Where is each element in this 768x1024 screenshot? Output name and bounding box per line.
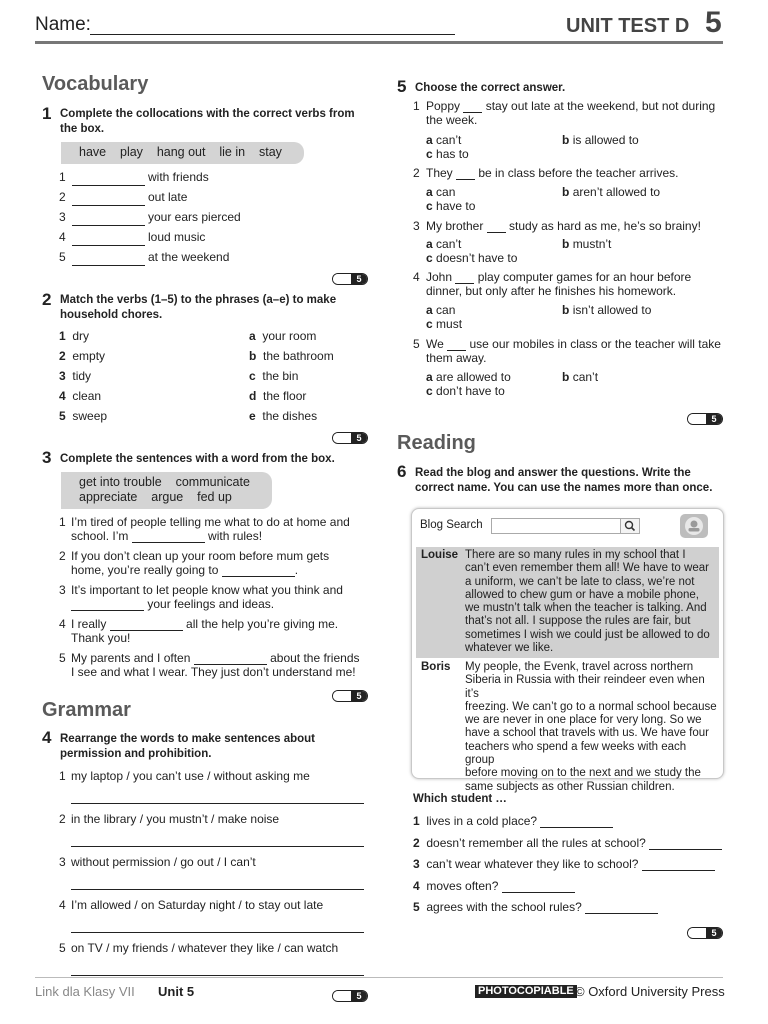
answer-line[interactable] [71, 932, 364, 933]
answer-blank[interactable] [487, 220, 506, 233]
answer-blank[interactable] [222, 563, 295, 577]
option-b[interactable]: b isn’t allowed to [562, 303, 652, 317]
search-icon [621, 519, 639, 533]
q4-number: 4 [42, 728, 52, 747]
blog-post-boris: Boris My people, the Evenk, travel across northern Siberia in Russia with their reindeer even when it’s freezing. We can’t go to a normal school because we are never in one place for very long. So we have a school that travels with us. We have four teachers who spend a few weeks with each group before moving on to the next and we study the same subjects as other Russian children. [416, 659, 719, 771]
answer-blank[interactable] [72, 211, 145, 226]
list-item: 3 It’s important to let people know what you think and your feelings and ideas. [59, 583, 343, 611]
list-item: 5 on TV / my friends / whatever they like / can watch [59, 941, 365, 984]
option-a[interactable]: a can’t [426, 133, 462, 147]
list-item: 2 in the library / you mustn’t / make noise [59, 812, 365, 855]
blog-search-label: Blog Search [420, 519, 483, 531]
publisher: © Oxford University Press [575, 984, 725, 999]
option-b[interactable]: b can’t [562, 370, 599, 384]
q4-score-box[interactable]: 5 [332, 990, 368, 1002]
list-item: 1 my laptop / you can’t use / without asking me [59, 769, 365, 812]
q5-instruction: Choose the correct answer. [415, 82, 566, 94]
list-item: e the dishes [249, 409, 318, 423]
list-item: 4 John play computer games for an hour before dinner, but only after he finishes his homework. a can b isn’t allowed to c must [413, 270, 692, 331]
vocabulary-heading: Vocabulary [42, 73, 149, 95]
option-a[interactable]: a can’t [426, 237, 462, 251]
list-item: 2 If you don’t clean up your room before mum gets home, you’re really going to . [59, 549, 330, 577]
unit-number: 5 [705, 6, 722, 39]
footer-unit: Unit 5 [158, 984, 195, 999]
list-item: 1 Poppy stay out late at the weekend, but not during the week. a can’t b is allowed to c has to [413, 99, 716, 161]
list-item: 5 sweep [59, 409, 108, 423]
list-item: c the bin [249, 369, 299, 383]
q6-number: 6 [397, 462, 407, 481]
list-item: a your room [249, 329, 317, 343]
option-a[interactable]: a can [426, 303, 456, 317]
q5-score-box[interactable]: 5 [687, 413, 723, 425]
blog-search-input[interactable] [491, 518, 621, 534]
list-item: 5 at the weekend [59, 250, 230, 264]
option-c[interactable]: c have to [426, 199, 476, 213]
option-b[interactable]: b mustn’t [562, 237, 612, 251]
list-item: 4 I really all the help you’re giving me. Thank you! [59, 617, 339, 645]
answer-line[interactable] [71, 846, 364, 847]
list-item: 3 tidy [59, 369, 92, 383]
which-student-label: Which student … [413, 793, 507, 805]
unit-test-title: UNIT TEST D [566, 15, 690, 37]
option-c[interactable]: c must [426, 317, 463, 331]
option-a[interactable]: a can [426, 185, 456, 199]
reading-heading: Reading [397, 432, 476, 454]
header-rule [35, 41, 723, 44]
list-item: 2 They be in class before the teacher arrives. a can b aren’t allowed to c have to [413, 166, 679, 213]
q6-score-box[interactable]: 5 [687, 927, 723, 939]
list-item: 5 My parents and I often about the friends I see and what I wear. They just don’t understand me! [59, 651, 360, 679]
answer-blank[interactable] [463, 100, 482, 113]
footer-course: Link dla Klasy VII [35, 984, 135, 999]
list-item: 5 agrees with the school rules? [413, 900, 723, 922]
list-item: 4 I’m allowed / on Saturday night / to stay out late [59, 898, 365, 941]
list-item: 3 My brother study as hard as me, he’s so brainy! a can’t b mustn’t c doesn’t have to [413, 219, 701, 265]
q1-instruction: Complete the collocations with the correct verbs from the box. [60, 108, 355, 135]
answer-blank[interactable] [649, 836, 722, 850]
list-item: 4 clean [59, 389, 102, 403]
q2-score-box[interactable]: 5 [332, 432, 368, 444]
answer-blank[interactable] [72, 191, 145, 206]
search-button[interactable] [620, 518, 640, 534]
list-item: b the bathroom [249, 349, 334, 363]
list-item: 3 can’t wear whatever they like to school? [413, 857, 723, 879]
option-a[interactable]: a are allowed to [426, 370, 511, 384]
answer-blank[interactable] [642, 857, 715, 871]
q3-instruction: Complete the sentences with a word from the box. [60, 453, 335, 465]
photocopiable-badge: PHOTOCOPIABLE [475, 985, 577, 998]
answer-blank[interactable] [72, 171, 145, 186]
q2-instruction: Match the verbs (1–5) to the phrases (a–e) to make household chores. [60, 294, 337, 321]
q3-items [59, 515, 369, 685]
option-c[interactable]: c don’t have to [426, 384, 505, 398]
answer-blank[interactable] [585, 900, 658, 914]
q6-instruction: Read the blog and answer the questions. Write the correct name. You can use the names more than once. [415, 467, 713, 494]
q1-score-box[interactable]: 5 [332, 273, 368, 285]
blog-post-louise: Louise There are so many rules in my school that I can’t even remember them all! We have to wear a uniform, we can’t be late to class, we’re not allowed to chew gum or have a mobile phone, we mustn’t talk when the teacher is talking. And that’s not all. I suppose the rules are fair, but sometimes I wish we could just be allowed to do whatever we like. [416, 547, 719, 658]
q3-number: 3 [42, 448, 52, 467]
option-b[interactable]: b is allowed to [562, 133, 639, 147]
q4-instruction: Rearrange the words to make sentences about permission and prohibition. [60, 733, 315, 760]
q6-items [413, 814, 723, 922]
answer-blank[interactable] [72, 231, 145, 246]
q1-items [59, 170, 359, 270]
list-item: 5 We use our mobiles in class or the teacher will take them away. a are allowed to b can’t c don’t have to [413, 337, 721, 398]
option-c[interactable]: c has to [426, 147, 469, 161]
footer-rule [35, 977, 723, 978]
blog-panel [411, 508, 724, 793]
answer-blank[interactable] [540, 814, 613, 828]
q2-phrases [249, 329, 369, 429]
list-item: 3 your ears pierced [59, 210, 241, 224]
list-item: 1 dry [59, 329, 90, 343]
option-c[interactable]: c doesn’t have to [426, 251, 518, 265]
list-item: 1 lives in a cold place? [413, 814, 723, 836]
q5-number: 5 [397, 77, 407, 96]
q1-number: 1 [42, 104, 52, 123]
list-item: 4 moves often? [413, 879, 723, 901]
answer-blank[interactable] [132, 529, 205, 543]
q2-number: 2 [42, 290, 52, 309]
list-item: 3 without permission / go out / I can’t [59, 855, 365, 898]
answer-blank[interactable] [110, 617, 183, 631]
answer-blank[interactable] [194, 651, 267, 665]
list-item: 2 doesn’t remember all the rules at school? [413, 836, 723, 858]
q3-score-box[interactable]: 5 [332, 690, 368, 702]
q2-verbs [59, 329, 199, 429]
name-label: Name: [35, 14, 91, 35]
answer-blank[interactable] [502, 879, 575, 893]
q3-word-box: get into trouble communicate appreciate argue fed up [61, 472, 272, 509]
list-item: 1 I’m tired of people telling me what to do at home and school. I’m with rules! [59, 515, 350, 543]
name-field-line[interactable] [90, 34, 455, 35]
answer-blank[interactable] [447, 338, 466, 351]
answer-blank[interactable] [456, 167, 475, 180]
answer-blank[interactable] [72, 251, 145, 266]
answer-blank[interactable] [455, 271, 474, 284]
list-item: 2 empty [59, 349, 106, 363]
option-b[interactable]: b aren’t allowed to [562, 185, 661, 199]
answer-line[interactable] [71, 803, 364, 804]
answer-blank[interactable] [71, 597, 144, 611]
q5-items [413, 99, 723, 397]
q4-items [59, 769, 365, 984]
q1-word-box: have play hang out lie in stay [61, 142, 304, 164]
answer-line[interactable] [71, 975, 364, 976]
list-item: 4 loud music [59, 230, 206, 244]
list-item: 1 with friends [59, 170, 209, 184]
answer-line[interactable] [71, 889, 364, 890]
list-item: d the floor [249, 389, 307, 403]
grammar-heading: Grammar [42, 699, 131, 721]
list-item: 2 out late [59, 190, 188, 204]
blog-user-icon[interactable] [680, 514, 708, 538]
